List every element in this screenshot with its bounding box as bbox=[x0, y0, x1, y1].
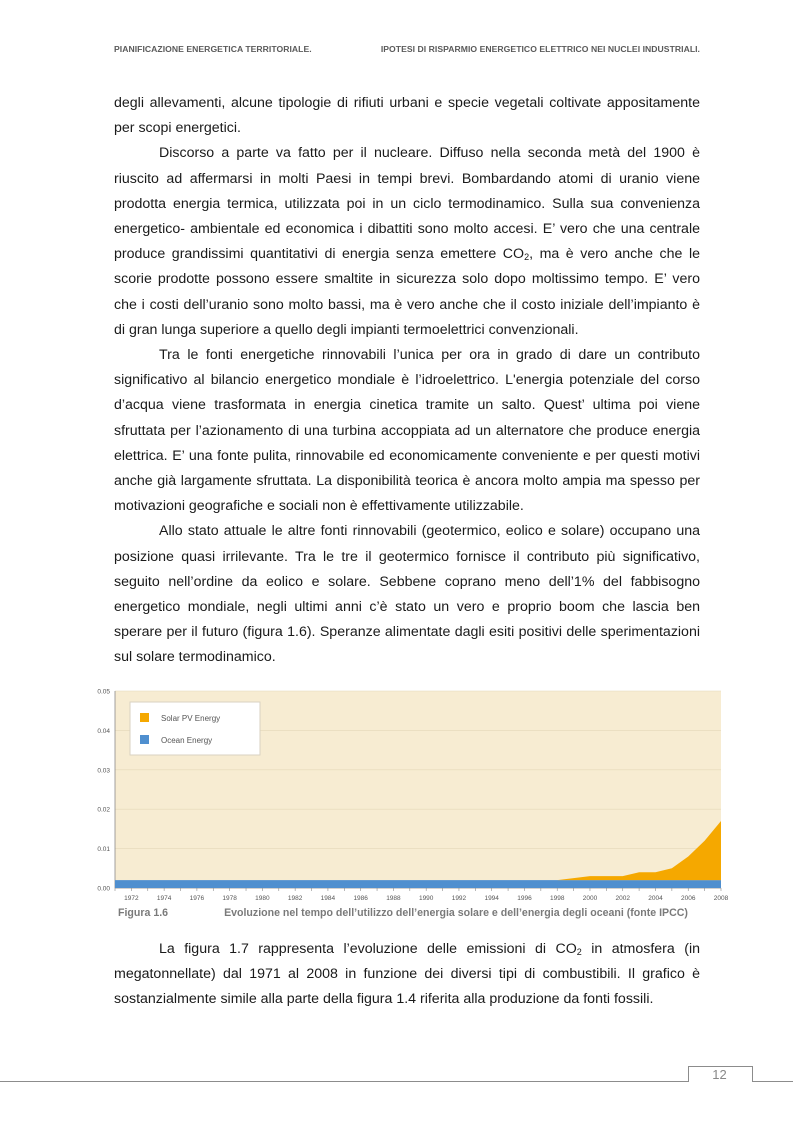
x-tick-label: 1980 bbox=[255, 895, 270, 902]
x-tick-label: 1992 bbox=[451, 895, 467, 902]
x-tick-label: 2002 bbox=[615, 895, 630, 902]
body-text bbox=[114, 91, 700, 671]
x-tick-label: 1972 bbox=[124, 895, 139, 902]
x-tick-label: 2008 bbox=[713, 895, 729, 902]
x-tick-label: 1978 bbox=[222, 895, 237, 902]
x-tick-label: 2000 bbox=[582, 895, 598, 902]
x-tick-label: 1988 bbox=[386, 895, 401, 902]
x-tick-label: 1974 bbox=[156, 895, 172, 902]
figure-1-6-chart bbox=[88, 684, 730, 906]
footer-rule bbox=[0, 1081, 793, 1082]
y-tick-label: 0.02 bbox=[97, 806, 110, 814]
series-ocean-energy-area bbox=[115, 880, 721, 888]
legend-label-solar: Solar PV Energy bbox=[161, 714, 221, 723]
x-tick-label: 1976 bbox=[189, 895, 205, 902]
paragraph-2: Discorso a parte va fatto per il nucleare. Diffuso nella seconda metà del 1900 è riuscito ad affermarsi in molti Paesi in tempi brevi. Bombardando atomi di uranio viene prodotta energia termica, utilizzata poi in un ciclo termodinamico. Sulla sua convenienza energetico- ambientale ed economica i dibattiti sono molto accesi. E’ vero che una centrale produce grandissimi quantitativi di energia senza emettere $CO_2$, ma è vero anche che le scorie prodotte possono essere smaltite in sicurezza solo dopo moltissimo tempo. E’ vero che i costi dell’uranio sono molto bassi, ma è vero anche che il costo iniziale dell’impianto è di gran lunga superiore a quello degli impianti termoelettrici convenzionali. bbox=[114, 145, 700, 338]
x-tick-label: 1986 bbox=[353, 895, 368, 902]
legend-box bbox=[130, 702, 260, 755]
legend-label-ocean: Ocean Energy bbox=[161, 736, 213, 745]
legend-swatch-ocean bbox=[140, 735, 149, 744]
x-tick-label: 2004 bbox=[648, 895, 663, 902]
page-number: 12 bbox=[712, 1067, 727, 1082]
legend-swatch-solar bbox=[140, 713, 149, 722]
x-tick-label: 1998 bbox=[549, 895, 565, 902]
chart-legend bbox=[130, 702, 260, 755]
x-tick-label: 1982 bbox=[287, 895, 303, 902]
caption-label: Figura 1.6 bbox=[118, 907, 169, 919]
x-tick-label: 1994 bbox=[484, 895, 499, 902]
x-tick-label: 1984 bbox=[320, 895, 336, 902]
x-tick-label: 1996 bbox=[517, 895, 532, 902]
x-tick-label: 1990 bbox=[418, 895, 434, 902]
paragraph-4: Allo stato attuale le altre fonti rinnovabili (geotermico, eolico e solare) occupano una posizione quasi irrilevante. Tra le tre il geotermico fornisce il contributo più significativo, seguito nell’ordine da eolico e solare. Sebbene coprano meno dell’1% del fabbisogno energetico mondiale, negli ultimi anni c’è stato un vero e proprio boom che lascia ben sperare per il futuro (figura 1.6). Speranze alimentate dagli esiti positivi delle sperimentazioni sul solare termodinamico. bbox=[114, 523, 700, 666]
y-tick-label: 0.04 bbox=[97, 727, 110, 735]
paragraph-5: La figura 1.7 rappresenta l’evoluzione delle emissioni di $CO_2$ in atmosfera (in megatonnellate) dal 1971 al 2008 in funzione dei diversi tipi di combustibili. Il grafico è sostanzialmente simile alla parte della figura 1.4 riferita alla produzione da fonti fossili. bbox=[114, 941, 700, 1008]
y-tick-label: 0.01 bbox=[97, 846, 110, 854]
paragraph-3: Tra le fonti energetiche rinnovabili l’unica per ora in grado di dare un contributo significativo al bilancio energetico mondiale è l’idroelettrico. L'energia potenziale del corso d’acqua viene trasformata in energia cinetica tramite un salto. Quest’ ultima poi viene sfruttata per l’azionamento di una turbina accoppiata ad un alternatore che produce energia elettrica. E’ una fonte pulita, rinnovabile ed economicamente conveniente e per questi motivi anche già largamente sfruttata. La disponibilità teorica è ancora molto ampia ma spesso per motivazioni geografiche e sociali non è effettivamente utilizzabile. bbox=[114, 347, 700, 515]
y-tick-label: 0.03 bbox=[97, 767, 110, 775]
body-text-continued bbox=[114, 937, 700, 1013]
y-tick-label: 0.05 bbox=[97, 688, 110, 696]
header-right: IPOTESI DI RISPARMIO ENERGETICO ELETTRICO NEI NUCLEI INDUSTRIALI. bbox=[380, 44, 700, 54]
caption-text: Evoluzione nel tempo dell’utilizzo dell’energia solare e dell’energia degli oceani (fonte IPCC) bbox=[224, 907, 688, 919]
header-left: PIANIFICAZIONE ENERGETICA TERRITORIALE. bbox=[114, 44, 312, 54]
x-tick-label: 2006 bbox=[681, 895, 696, 902]
paragraph-1: degli allevamenti, alcune tipologie di rifiuti urbani e specie vegetali coltivate appositamente per scopi energetici. bbox=[114, 95, 700, 137]
y-tick-label: 0.00 bbox=[97, 885, 110, 893]
